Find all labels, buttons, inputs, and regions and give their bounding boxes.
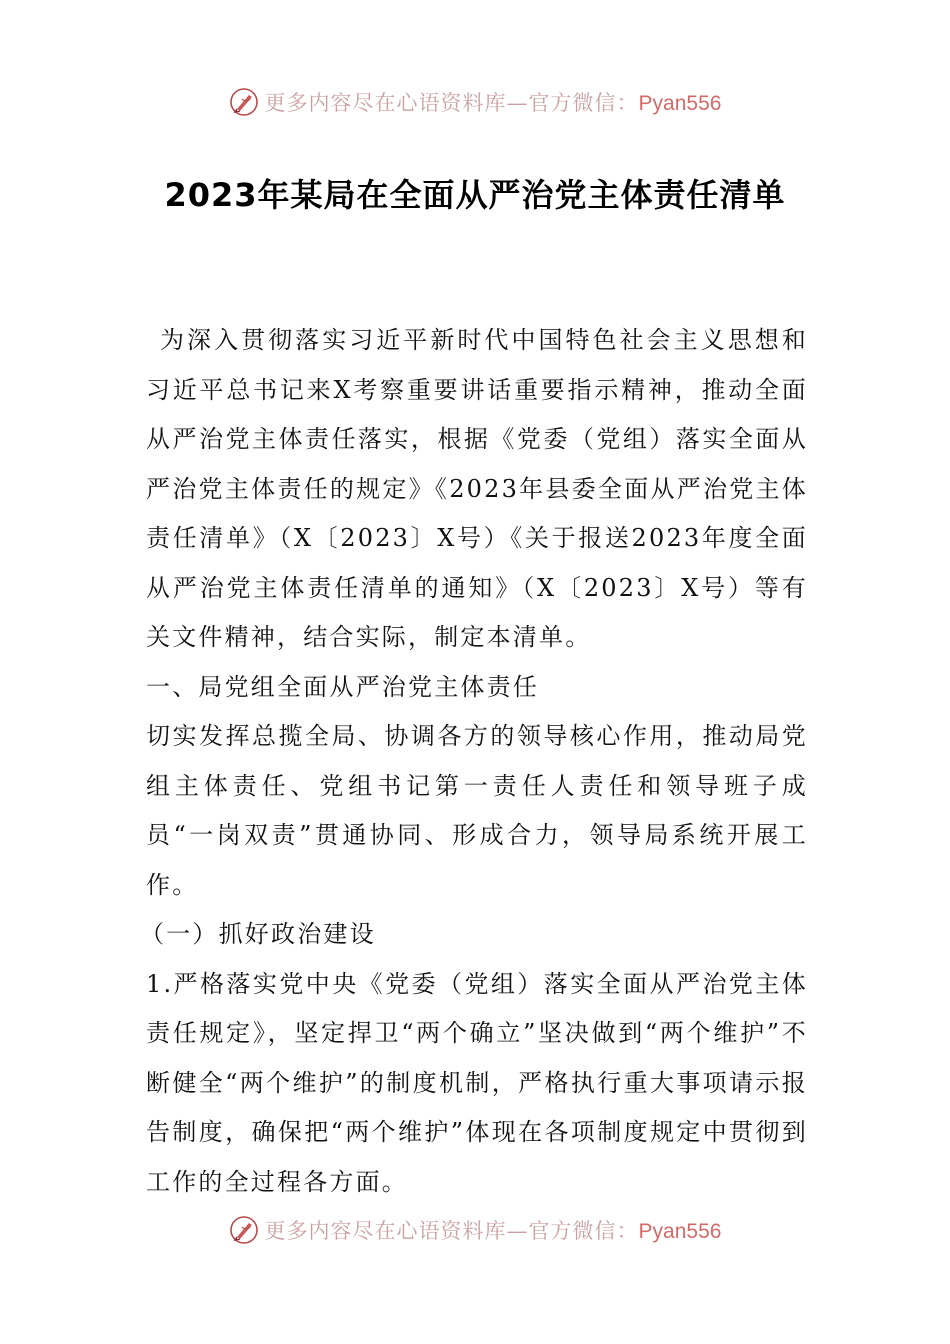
list-item: 1.严格落实党中央《党委（党组）落实全面从严治党主体责任规定》，坚定捍卫“两个确立”坚决做到“两个维护”不断健全“两个维护”的制度机制，严格执行重大事项请示报告制度，确保把“两个维护”体现在各项制度规定中贯彻到工作的全过程各方面。 (146, 969, 808, 1196)
watermark-header (0, 82, 950, 122)
watermark-wechat-id: Pyan556 (638, 1220, 722, 1243)
watermark-text: 更多内容尽在心语资料库—官方微信：Pyan556 (264, 91, 722, 115)
watermark-wechat-id: Pyan556 (638, 92, 722, 115)
quill-pen-icon (229, 1215, 259, 1245)
section-heading: 一、局党组全面从严治党主体责任 (146, 672, 539, 701)
quill-pen-icon (229, 87, 259, 117)
watermark-text: 更多内容尽在心语资料库—官方微信：Pyan556 (264, 1219, 722, 1243)
intro-paragraph: 为深入贯彻落实习近平新时代中国特色社会主义思想和习近平总书记来X考察重要讲话重要指示精神，推动全面从严治党主体责任落实，根据《党委（党组）落实全面从严治党主体责任的规定》《2023年县委全面从严治党主体责任清单》（X〔2023〕X号）《关于报送2023年度全面从严治党主体责任清单的通知》（X〔2023〕X号）等有关文件精神，结合实际，制定本清单。 (146, 326, 808, 651)
subsection-heading: （一）抓好政治建设 (140, 920, 376, 948)
document-body (140, 316, 808, 1207)
section-body: 切实发挥总揽全局、协调各方的领导核心作用，推动局党组主体责任、党组书记第一责任人责任和领导班子成员“一岗双责”贯通协同、形成合力，领导局系统开展工作。 (146, 722, 808, 899)
document-title: 2023年某局在全面从严治党主体责任清单 (164, 176, 786, 214)
watermark-footer (0, 1210, 950, 1250)
